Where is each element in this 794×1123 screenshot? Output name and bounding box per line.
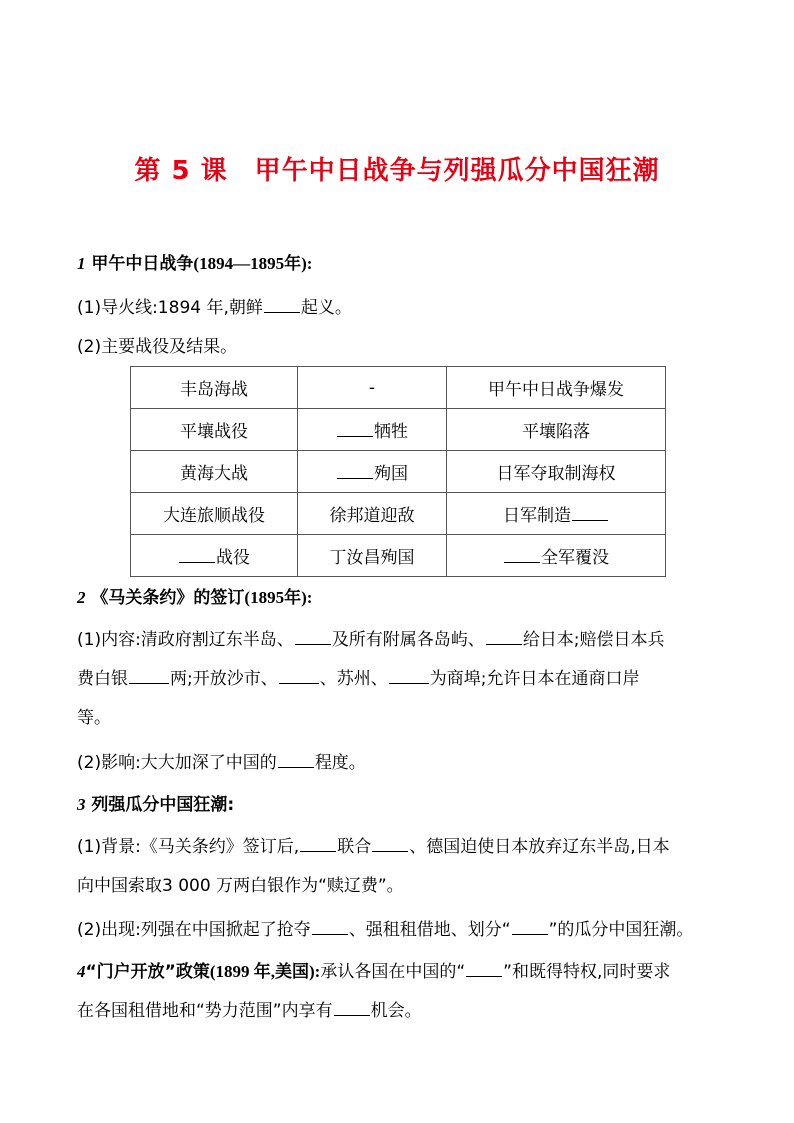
- fill-blank[interactable]: [337, 419, 373, 437]
- text: 、强租租借地、划分“: [348, 920, 511, 940]
- s3-item-1-line-2: 向中国索取3 000 万两白银作为“赎辽费”。: [77, 876, 404, 896]
- table-cell: [298, 451, 447, 493]
- section-date: (1899 年,美国):: [209, 962, 321, 981]
- s2-item-1-line-3: 等。: [77, 708, 111, 728]
- fill-blank[interactable]: [337, 461, 373, 479]
- text: 给日本;赔偿日本兵: [522, 630, 665, 650]
- fill-blank[interactable]: [504, 545, 540, 563]
- battles-table: [130, 366, 666, 577]
- s1-item-2: (2)主要战役及结果。: [77, 337, 238, 357]
- text: 起义。: [300, 298, 352, 318]
- text: 战役: [216, 548, 250, 568]
- table-cell: 甲午中日战争爆发: [447, 367, 666, 409]
- table-row: [131, 409, 666, 451]
- table-cell: [298, 409, 447, 451]
- s3-item-2: [77, 917, 693, 942]
- fill-blank[interactable]: [129, 666, 169, 684]
- text: 、德国迫使日本放弃辽东半岛,日本: [409, 837, 670, 857]
- text: (1)导火线:1894 年,朝鲜: [77, 298, 263, 318]
- table-row: [131, 493, 666, 535]
- s2-item-1-line-1: [77, 627, 665, 652]
- text: 在各国租借地和“势力范围”内享有: [77, 1001, 333, 1021]
- table-cell: [131, 535, 298, 577]
- fill-blank[interactable]: [300, 834, 336, 852]
- table-cell: [447, 535, 666, 577]
- text: (2)影响:大大加深了中国的: [77, 753, 277, 773]
- text: 联合: [337, 837, 372, 857]
- text: 殉国: [374, 464, 408, 484]
- section-title: “门户开放”政策: [85, 962, 210, 982]
- table-cell: 平壤陷落: [447, 409, 666, 451]
- fill-blank[interactable]: [512, 917, 548, 935]
- text: 及所有附属各岛屿、: [331, 630, 485, 650]
- fill-blank[interactable]: [264, 295, 300, 313]
- section-number: 1: [77, 254, 86, 273]
- table-row: [131, 367, 666, 409]
- table-row: [131, 535, 666, 577]
- section-date: (1895年):: [244, 588, 313, 607]
- table-cell: 丰岛海战: [131, 367, 298, 409]
- table-cell: 大连旅顺战役: [131, 493, 298, 535]
- table-cell: -: [298, 367, 447, 409]
- section-date: (1894—1895年):: [193, 254, 313, 273]
- fill-blank[interactable]: [486, 627, 522, 645]
- fill-blank[interactable]: [278, 750, 314, 768]
- text: 程度。: [314, 753, 366, 773]
- fill-blank[interactable]: [572, 503, 608, 521]
- table-cell: 徐邦道迎敌: [298, 493, 447, 535]
- s2-item-2: [77, 750, 366, 775]
- s3-item-1-line-1: [77, 834, 670, 859]
- section-3-heading: [77, 793, 234, 817]
- section-title: 甲午中日战争: [91, 254, 194, 274]
- table-row: [131, 451, 666, 493]
- section-1-heading: [77, 252, 312, 276]
- section-title: 列强瓜分中国狂潮:: [91, 795, 235, 815]
- s1-item-1: [77, 295, 352, 320]
- text: 费白银: [77, 669, 128, 689]
- table-cell: [447, 493, 666, 535]
- table-cell: 日军夺取制海权: [447, 451, 666, 493]
- text: 承认各国在中国的“: [320, 962, 466, 982]
- text: ”的瓜分中国狂潮。: [548, 920, 694, 940]
- text: (1)内容:清政府割辽东半岛、: [77, 630, 294, 650]
- section-number: 4: [77, 962, 86, 981]
- fill-blank[interactable]: [179, 545, 215, 563]
- fill-blank[interactable]: [312, 917, 348, 935]
- text: 为商埠;允许日本在通商口岸: [429, 669, 640, 689]
- text: 两;开放沙市、: [170, 669, 278, 689]
- fill-blank[interactable]: [334, 998, 370, 1016]
- page-title: 第 5 课 甲午中日战争与列强瓜分中国狂潮: [134, 156, 660, 186]
- fill-blank[interactable]: [295, 627, 331, 645]
- section-4-line-2: [77, 998, 422, 1023]
- section-4-line-1: [77, 959, 670, 984]
- s2-item-1-line-2: [77, 666, 639, 691]
- section-number: 3: [77, 795, 86, 814]
- table-cell: 丁汝昌殉国: [298, 535, 447, 577]
- section-title: 《马关条约》的签订: [91, 588, 245, 608]
- fill-blank[interactable]: [389, 666, 429, 684]
- table-cell: 黄海大战: [131, 451, 298, 493]
- fill-blank[interactable]: [466, 959, 502, 977]
- text: (1)背景:《马关条约》签订后,: [77, 837, 300, 857]
- text: 牺牲: [374, 422, 408, 442]
- text: 机会。: [370, 1001, 422, 1021]
- fill-blank[interactable]: [279, 666, 319, 684]
- text: (2)出现:列强在中国掀起了抢夺: [77, 920, 311, 940]
- text: ”和既得特权,同时要求: [503, 962, 671, 982]
- text: 日军制造: [503, 506, 571, 526]
- text: 全军覆没: [541, 548, 609, 568]
- section-2-heading: [77, 586, 312, 610]
- section-number: 2: [77, 588, 86, 607]
- table-cell: 平壤战役: [131, 409, 298, 451]
- text: 、苏州、: [319, 669, 388, 689]
- fill-blank[interactable]: [372, 834, 408, 852]
